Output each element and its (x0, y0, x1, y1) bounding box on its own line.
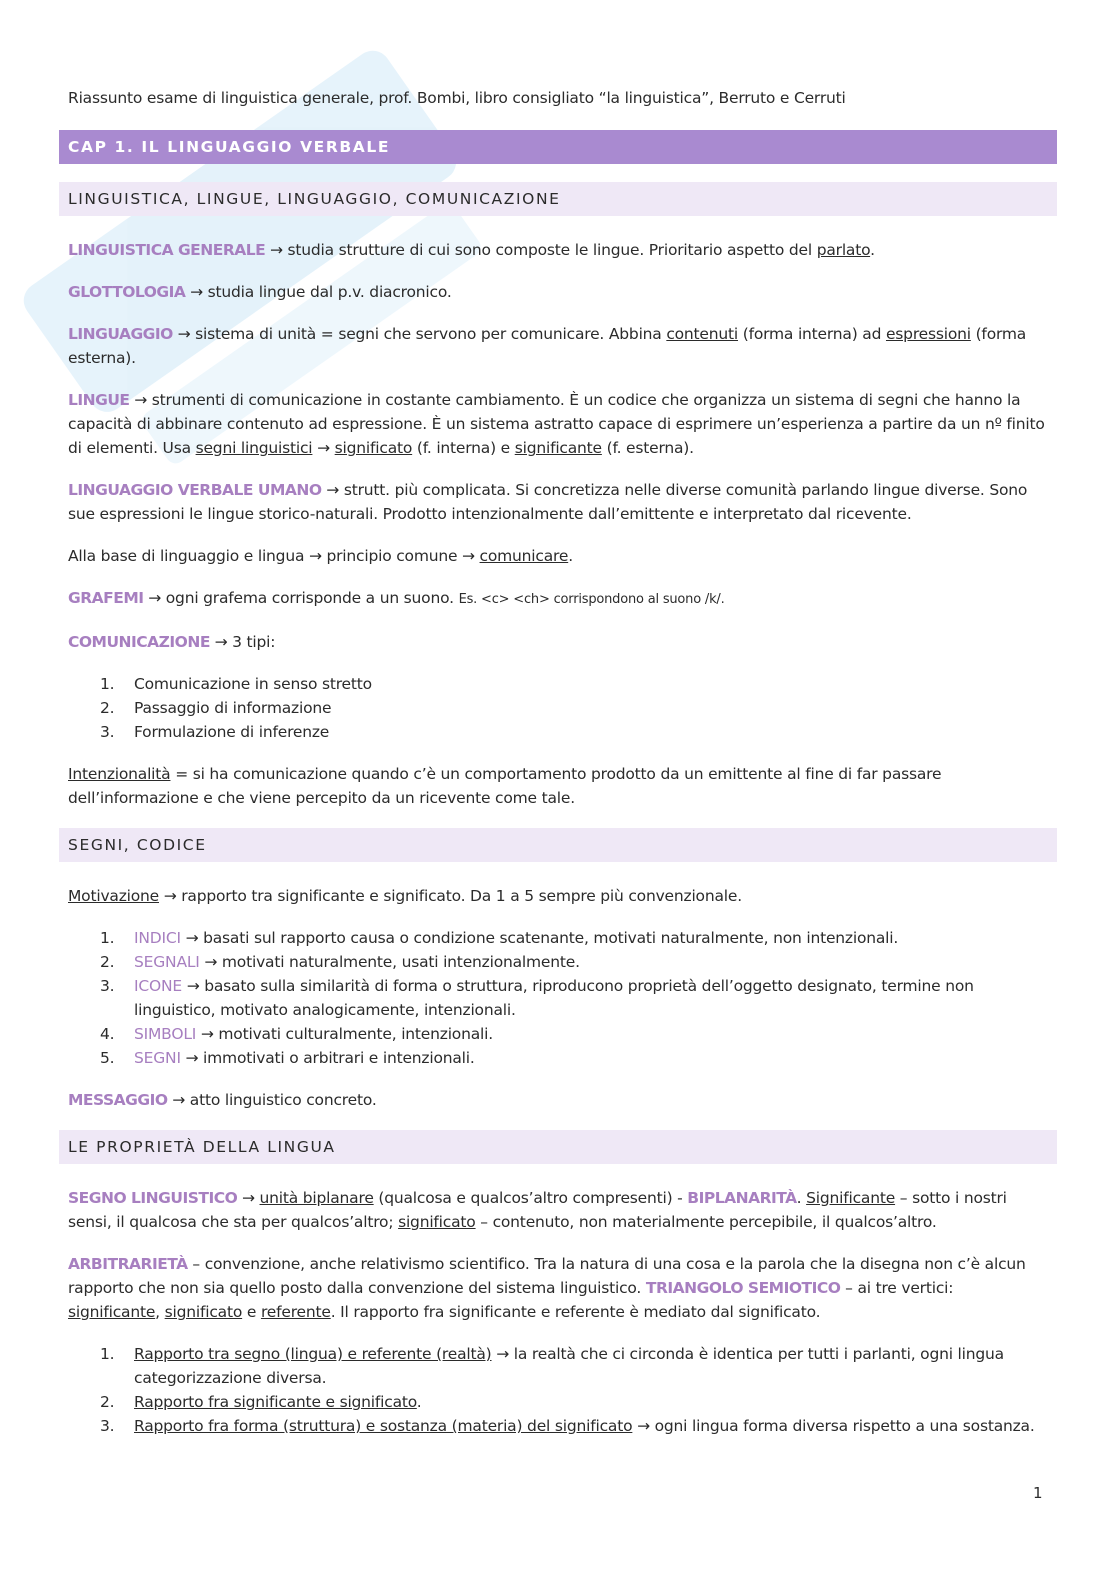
text: → la realtà che ci circonda è identica per tutti i parlanti, ogni lingua categorizzazione diversa. (134, 1345, 1004, 1387)
text: → sistema di unità = segni che servono per comunicare. Abbina (172, 325, 667, 343)
text: → rapporto tra significante e significato. Da 1 a 5 sempre più convenzionale. (159, 887, 742, 905)
term: TRIANGOLO SEMIOTICO (645, 1279, 841, 1297)
section-heading-segni-codice: SEGNI, CODICE (59, 828, 1057, 862)
underlined-text: referente (260, 1303, 331, 1321)
text: . (796, 1189, 807, 1207)
list-number: 2. (100, 1393, 115, 1411)
term: INDICI (134, 929, 181, 947)
list-item (68, 1390, 1048, 1414)
chapter-heading: CAP 1. IL LINGUAGGIO VERBALE (59, 130, 1057, 164)
list-item (68, 720, 1048, 744)
term: LINGUAGGIO (68, 325, 173, 343)
paragraph-lingue (68, 388, 1048, 460)
term: ARBITRARIETÀ (68, 1255, 188, 1273)
text: → studia lingue dal p.v. diacronico. (185, 283, 452, 301)
term: SEGNALI (134, 953, 200, 971)
paragraph-segno-linguistico (68, 1186, 1048, 1234)
paragraph-grafemi (68, 586, 1048, 612)
term: COMUNICAZIONE (68, 633, 210, 651)
underlined-text: Significante (806, 1189, 896, 1207)
term: ICONE (134, 977, 182, 995)
text: . (870, 241, 875, 259)
text: . (416, 1393, 422, 1411)
list-number: 1. (100, 675, 115, 693)
list-item (68, 696, 1048, 720)
list-item (68, 1022, 1048, 1046)
list-item (68, 1342, 1048, 1390)
underlined-text: Intenzionalità (68, 765, 171, 783)
text: Alla base di linguaggio e lingua → principio comune → (68, 547, 480, 565)
text: Comunicazione in senso stretto (134, 675, 372, 693)
list-tipi-segni (68, 926, 1048, 1070)
term: LINGUISTICA GENERALE (68, 241, 266, 259)
paragraph-comunicazione (68, 630, 1048, 654)
text: – ai tre vertici: (840, 1279, 954, 1297)
text: = si ha comunicazione quando c’è un comportamento prodotto da un emittente al fine di far passare dell’informazione e che viene percepito da un ricevente come tale. (68, 765, 942, 807)
term: SEGNO LINGUISTICO (68, 1189, 238, 1207)
document-body (68, 86, 1048, 1456)
text: → strumenti di comunicazione in costante cambiamento. È un codice che organizza un sistema di segni che hanno la capacità di abbinare contenuto ad espressione. È un sistema astratto capace di esprimere un’esperienza a partire da un nº finito di elementi. Usa (68, 391, 1045, 457)
underlined-text: Motivazione (68, 887, 159, 905)
text: – contenuto, non materialmente percepibile, il qualcos’altro. (475, 1213, 937, 1231)
term: BIPLANARITÀ (687, 1189, 797, 1207)
paragraph-intenzionalita (68, 762, 1048, 810)
text: → studia strutture di cui sono composte le lingue. Prioritario aspetto del (265, 241, 817, 259)
underlined-text: significato (334, 439, 413, 457)
text: → (237, 1189, 260, 1207)
underlined-text: segni linguistici (195, 439, 313, 457)
text: → motivati naturalmente, usati intenzionalmente. (199, 953, 580, 971)
term: LINGUAGGIO VERBALE UMANO (68, 481, 322, 499)
underlined-text: significante (514, 439, 602, 457)
paragraph-messaggio (68, 1088, 1048, 1112)
text: (forma esterna). (68, 325, 1027, 367)
list-item (68, 926, 1048, 950)
text: → basato sulla similarità di forma o struttura, riproducono proprietà dell’oggetto designato, termine non linguistico, motivato analogicamente, intenzionali. (134, 977, 974, 1019)
example-note: Es. <c> <ch> corrispondono al suono /k/. (458, 592, 725, 607)
term: LINGUE (68, 391, 130, 409)
underlined-text: comunicare (479, 547, 569, 565)
term: GLOTTOLOGIA (68, 283, 186, 301)
list-number: 3. (100, 1417, 115, 1435)
underlined-text: unità biplanare (259, 1189, 374, 1207)
term: GRAFEMI (68, 589, 144, 607)
text: → basati sul rapporto causa o condizione scatenante, motivati naturalmente, non intenzionali. (180, 929, 899, 947)
text: → strutt. più complicata. Si concretizza nelle diverse comunità parlando lingue diverse. Sono sue espressioni le lingue storico-naturali. Prodotto intenzionalmente dall’emittente e interpretato dal ricevente. (68, 481, 1028, 523)
list-number: 1. (100, 929, 115, 947)
section-heading-linguistica: LINGUISTICA, LINGUE, LINGUAGGIO, COMUNICAZIONE (59, 182, 1057, 216)
text: – sotto i nostri sensi, il qualcosa che sta per qualcos’altro; (68, 1189, 1007, 1231)
list-rapporti (68, 1342, 1048, 1438)
text: , (155, 1303, 165, 1321)
list-item (68, 1046, 1048, 1070)
text: → (312, 439, 335, 457)
paragraph-motivazione (68, 884, 1048, 908)
underlined-text: contenuti (666, 325, 739, 343)
term: SEGNI (134, 1049, 181, 1067)
list-number: 1. (100, 1345, 115, 1363)
underlined-text: significante (68, 1303, 156, 1321)
underlined-text: significato (398, 1213, 476, 1231)
paragraph-linguaggio (68, 322, 1048, 370)
page-number: 1 (1033, 1484, 1043, 1502)
list-item (68, 950, 1048, 974)
text: → atto linguistico concreto. (167, 1091, 377, 1109)
section-heading-proprieta-lingua: LE PROPRIETÀ DELLA LINGUA (59, 1130, 1057, 1164)
text: . Il rapporto fra significante e referente è mediato dal significato. (330, 1303, 821, 1321)
underlined-text: Rapporto fra significante e significato (134, 1393, 417, 1411)
text: → immotivati o arbitrari e intenzionali. (180, 1049, 475, 1067)
text: → ogni lingua forma diversa rispetto a una sostanza. (632, 1417, 1035, 1435)
text: (f. esterna). (601, 439, 694, 457)
underlined-text: Rapporto tra segno (lingua) e referente (realtà) (134, 1345, 492, 1363)
list-item (68, 672, 1048, 696)
text: → ogni grafema corrisponde a un suono. (143, 589, 459, 607)
text: → 3 tipi: (209, 633, 276, 651)
underlined-text: significato (164, 1303, 243, 1321)
paragraph-principio-comune (68, 544, 1048, 568)
list-number: 3. (100, 723, 115, 741)
intro-line: Riassunto esame di linguistica generale, prof. Bombi, libro consigliato “la linguistica”, Berruto e Cerruti (68, 89, 846, 107)
list-number: 3. (100, 977, 115, 995)
text: Passaggio di informazione (134, 699, 332, 717)
term: MESSAGGIO (68, 1091, 168, 1109)
list-number: 4. (100, 1025, 115, 1043)
text: → motivati culturalmente, intenzionali. (196, 1025, 493, 1043)
paragraph-glottologia (68, 280, 1048, 304)
paragraph-linguaggio-verbale-umano (68, 478, 1048, 526)
underlined-text: espressioni (885, 325, 971, 343)
text: Formulazione di inferenze (134, 723, 330, 741)
text: e (242, 1303, 261, 1321)
list-item (68, 974, 1048, 1022)
text: (forma interna) ad (738, 325, 886, 343)
list-item (68, 1414, 1048, 1438)
underlined-text: Rapporto fra forma (struttura) e sostanza (materia) del significato (134, 1417, 633, 1435)
list-number: 2. (100, 699, 115, 717)
text: (f. interna) e (412, 439, 515, 457)
paragraph-arbitrarieta (68, 1252, 1048, 1324)
text: (qualcosa e qualcos’altro compresenti) - (373, 1189, 688, 1207)
list-comunicazione-tipi (68, 672, 1048, 744)
term: SIMBOLI (134, 1025, 197, 1043)
text: . (568, 547, 573, 565)
paragraph-linguistica-generale (68, 238, 1048, 262)
list-number: 5. (100, 1049, 115, 1067)
list-number: 2. (100, 953, 115, 971)
underlined-text: parlato (816, 241, 871, 259)
text: – convenzione, anche relativismo scientifico. Tra la natura di una cosa e la parola che la disegna non c’è alcun rapporto che non sia quello posto dalla convenzione del sistema linguistico. (68, 1255, 1026, 1297)
